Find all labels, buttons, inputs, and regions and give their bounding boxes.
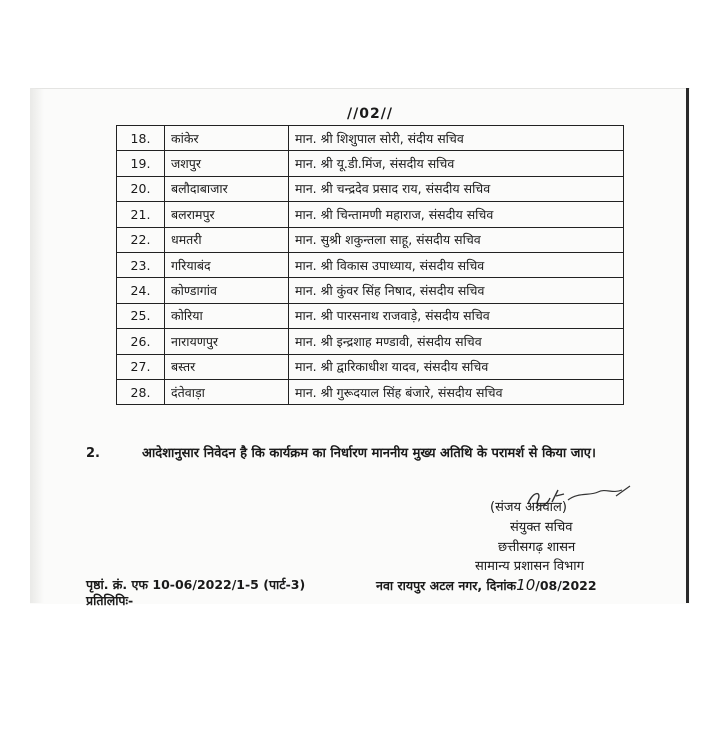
row-number: 24. [117,278,165,303]
endorsement-number: पृष्ठां. क्रं. एफ 10-06/2022/1-5 (पार्ट-3) [86,577,306,592]
parliamentary-secretary: मान. श्री गुरूदयाल सिंह बंजारे, संसदीय सचिव [289,379,624,404]
printed-date: /08/2022 [535,578,597,593]
parliamentary-secretary: मान. श्री यू.डी.मिंज, संसदीय सचिव [289,151,624,176]
parliamentary-secretary: मान. श्री चिन्तामणी महाराज, संसदीय सचिव [289,202,624,227]
district-table [116,125,624,405]
place-label: नवा रायपुर अटल नगर, दिनांक [376,578,517,593]
place-date [376,576,597,594]
row-number: 25. [117,303,165,328]
district-name: कोण्डागांव [165,278,289,303]
signatory-department: सामान्य प्रशासन विभाग [475,559,584,574]
table-row [117,354,624,379]
parliamentary-secretary: मान. श्री इन्द्रशाह मण्डावी, संसदीय सचिव [289,329,624,354]
page-edge [686,88,689,603]
row-number: 27. [117,354,165,379]
table-row [117,329,624,354]
table-row [117,252,624,277]
parliamentary-secretary: मान. श्री द्वारिकाधीश यादव, संसदीय सचिव [289,354,624,379]
district-name: दंतेवाड़ा [165,379,289,404]
parliamentary-secretary: मान. श्री कुंवर सिंह निषाद, संसदीय सचिव [289,278,624,303]
row-number: 22. [117,227,165,252]
copy-to-label: प्रतिलिपिः- [86,593,134,608]
district-name: नारायणपुर [165,329,289,354]
table-row [117,303,624,328]
table-row [117,126,624,151]
district-name: जशपुर [165,151,289,176]
row-number: 28. [117,379,165,404]
parliamentary-secretary: मान. श्री शिशुपाल सोरी, संदीय सचिव [289,126,624,151]
parliamentary-secretary: मान. श्री विकास उपाध्याय, संसदीय सचिव [289,252,624,277]
district-name: बलौदाबाजार [165,176,289,201]
parliamentary-secretary: मान. सुश्री शकुन्तला साहू, संसदीय सचिव [289,227,624,252]
district-name: गरियाबंद [165,252,289,277]
row-number: 20. [117,176,165,201]
district-name: कांकेर [165,126,289,151]
row-number: 23. [117,252,165,277]
row-number: 26. [117,329,165,354]
district-name: कोरिया [165,303,289,328]
signatory-designation: संयुक्त सचिव [510,520,573,535]
table-row [117,278,624,303]
row-number: 19. [117,151,165,176]
signatory-government: छत्तीसगढ़ शासन [498,540,576,555]
table-row [117,151,624,176]
table-row [117,202,624,227]
district-name: धमतरी [165,227,289,252]
signatory-name: (संजय अग्रवाल) [490,500,567,515]
district-name: बस्तर [165,354,289,379]
page-shadow [30,88,44,603]
page-number: //02// [347,106,393,122]
parliamentary-secretary: मान. श्री पारसनाथ राजवाड़े, संसदीय सचिव [289,303,624,328]
district-name: बलरामपुर [165,202,289,227]
paragraph-number: 2. [86,446,100,461]
order-paragraph [86,440,652,468]
table-row [117,379,624,404]
row-number: 21. [117,202,165,227]
row-number: 18. [117,126,165,151]
table-row [117,176,624,201]
parliamentary-secretary: मान. श्री चन्द्रदेव प्रसाद राय, संसदीय सचिव [289,176,624,201]
paragraph-text: आदेशानुसार निवेदन है कि कार्यक्रम का निर्धारण माननीय मुख्य अतिथि के परामर्श से किया जाए। [142,446,596,461]
table-row [117,227,624,252]
handwritten-date: 10 [516,576,536,594]
